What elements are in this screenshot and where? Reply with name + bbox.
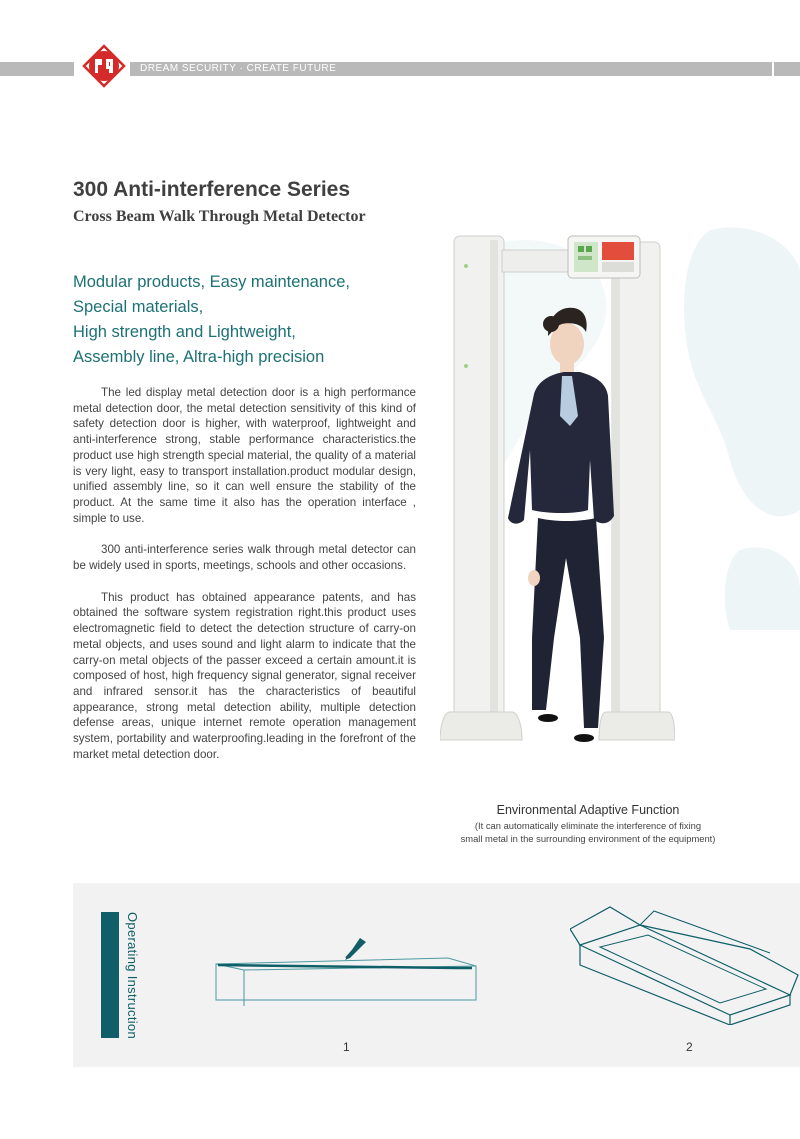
description-paragraph: 300 anti-interference series walk through metal detector can be widely used in sports, meetings, schools and other occasions. bbox=[73, 543, 416, 573]
page-title: 300 Anti-interference Series bbox=[73, 178, 351, 201]
feature-item: Special materials, bbox=[73, 298, 204, 316]
control-panel bbox=[568, 236, 640, 278]
feature-item: High strength and Lightweight, bbox=[73, 323, 296, 341]
page-subtitle: Cross Beam Walk Through Metal Detector bbox=[73, 208, 366, 225]
step-number: 1 bbox=[343, 1040, 350, 1054]
feature-list bbox=[73, 270, 403, 370]
caption-line: (It can automatically eliminate the interference of fixing bbox=[474, 820, 702, 831]
company-logo-icon bbox=[82, 44, 126, 88]
caption-line: small metal in the surrounding environment of the equipment) bbox=[460, 833, 716, 844]
cut-tape-box-icon bbox=[214, 936, 480, 1008]
feature-item: Assembly line, Altra-high precision bbox=[73, 348, 325, 366]
instruction-label-text: Operating Instruction bbox=[125, 912, 140, 1039]
person-walking bbox=[508, 308, 614, 742]
instruction-label bbox=[122, 912, 140, 1042]
instruction-accent-bar bbox=[101, 912, 119, 1038]
walk-through-metal-detector-image bbox=[440, 226, 675, 786]
feature-item: Modular products, Easy maintenance, bbox=[73, 273, 350, 291]
caption-title: Environmental Adaptive Function bbox=[496, 803, 680, 817]
step-number: 2 bbox=[686, 1040, 693, 1054]
description-paragraph: This product has obtained appearance patents, and has obtained the software system registration right.this product uses electromagnetic field to detect the detection structure of carry-on metal objects, and uses sound and light alarm to indicate that the carry-on metal objects of the passer exceed a certain amount.it is composed of host, high frequency signal generator, signal receiver and infrared sensor.it has the characteristics of beautiful appearance, strong metal detection ability, multiple detection defense areas, unique internet remote operation management system, portability and waterproofing.leading in the forefront of the market metal detection door. bbox=[73, 590, 416, 761]
description-paragraph: The led display metal detection door is a high performance metal detection door, the metal detection sensitivity of this kind of safety detection door is higher, with waterproof, lightweight and anti-interference strong, stable performance characteristics.the product use high strength special material, the quality of a material is very light, easy to transport installation.product modular design, unified assembly line, so it can well ensure the stability of the product. At the same time it also has the operation interface , simple to use. bbox=[73, 386, 416, 525]
open-box-icon bbox=[570, 905, 800, 1025]
description bbox=[73, 385, 416, 778]
header-end-tick bbox=[772, 62, 774, 76]
header-slogan: DREAM SECURITY · CREATE FUTURE bbox=[140, 63, 337, 74]
left-pillar bbox=[440, 236, 522, 740]
